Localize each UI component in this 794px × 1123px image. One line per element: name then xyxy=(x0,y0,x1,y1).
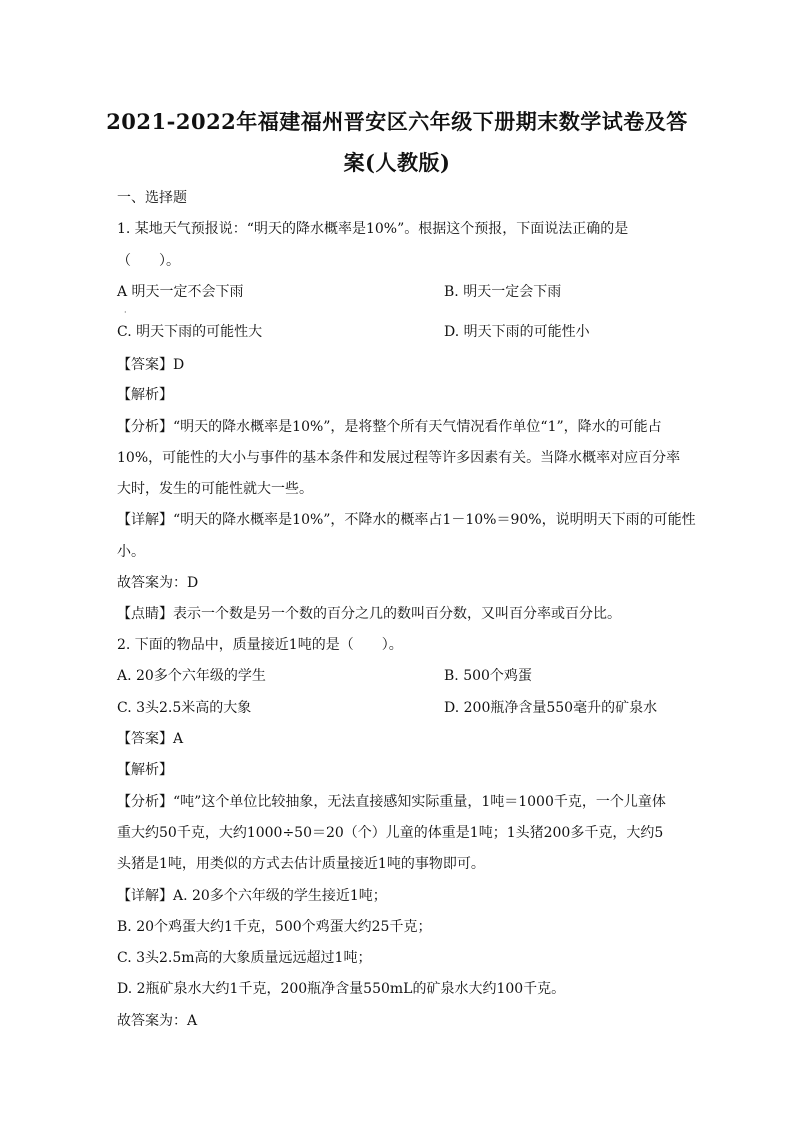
q2-analysis-heading: 【解析】 xyxy=(117,762,173,778)
q2-detail-line: 【详解】A. 20多个六年级的学生接近1吨； xyxy=(117,888,387,904)
q1-conclusion: 故答案为：D xyxy=(117,575,199,591)
q2-conclusion: 故答案为：A xyxy=(117,1013,198,1029)
q2-analysis-line: 头猪是1吨，用类似的方式去估计质量接近1吨的事物即可。 xyxy=(117,856,485,872)
q2-option-d: D. 200瓶净含量550毫升的矿泉水 xyxy=(444,700,658,716)
q1-option-d: D. 明天下雨的可能性小 xyxy=(444,324,590,340)
q1-analysis-line: 【分析】“明天的降水概率是10%”，是将整个所有天气情况看作单位“1”，降水的可能占 xyxy=(117,419,662,435)
q1-stem-cont: （ ）。 xyxy=(117,253,180,269)
q1-analysis-line: 大时，发生的可能性就大一些。 xyxy=(117,481,313,497)
q2-detail-line: D. 2瓶矿泉水大约1千克，200瓶净含量550mL的矿泉水大约100千克。 xyxy=(117,981,566,997)
q2-analysis-line: 【分析】“吨”这个单位比较抽象，无法直接感知实际重量，1吨＝1000千克，一个儿童体 xyxy=(117,794,666,810)
document-title-line2: 案(人教版) xyxy=(343,150,451,175)
q2-answer: 【答案】A xyxy=(117,731,184,747)
q1-option-a: A 明天一定不会下雨 xyxy=(117,284,244,300)
q1-option-c: C. 明天下雨的可能性大 xyxy=(117,324,263,340)
q1-option-b: B. 明天一定会下雨 xyxy=(444,284,562,300)
q1-detail-line: 小。 xyxy=(117,544,145,560)
q1-comment: 【点睛】表示一个数是另一个数的百分之几的数叫百分数，又叫百分率或百分比。 xyxy=(117,606,621,622)
q2-option-b: B. 500个鸡蛋 xyxy=(444,668,532,684)
section-heading: 一、选择题 xyxy=(117,190,187,206)
q2-analysis-line: 重大约50千克，大约1000÷50＝20（个）儿童的体重是1吨；1头猪200多千克，大约5 xyxy=(117,825,664,841)
q1-answer: 【答案】D xyxy=(117,357,185,373)
q2-option-c: C. 3头2.5米高的大象 xyxy=(117,700,252,716)
q2-detail-line: B. 20个鸡蛋大约1千克，500个鸡蛋大约25千克； xyxy=(117,919,432,935)
bullet-dot: · xyxy=(124,308,127,317)
q2-stem: 2. 下面的物品中，质量接近1吨的是（ ）。 xyxy=(117,637,403,653)
q1-analysis-heading: 【解析】 xyxy=(117,387,173,403)
q1-stem: 1. 某地天气预报说：“明天的降水概率是10%”。根据这个预报，下面说法正确的是 xyxy=(117,221,629,237)
q1-analysis-line: 10%，可能性的大小与事件的基本条件和发展过程等许多因素有关。当降水概率对应百分率 xyxy=(117,450,681,466)
q2-option-a: A. 20多个六年级的学生 xyxy=(117,668,266,684)
q2-detail-line: C. 3头2.5m高的大象质量远远超过1吨； xyxy=(117,950,372,966)
q1-detail-line: 【详解】“明天的降水概率是10%”，不降水的概率占1－10%＝90%，说明明天下雨的可能性 xyxy=(117,512,696,528)
document-title-line1: 2021-2022年福建福州晋安区六年级下册期末数学试卷及答 xyxy=(106,109,688,134)
